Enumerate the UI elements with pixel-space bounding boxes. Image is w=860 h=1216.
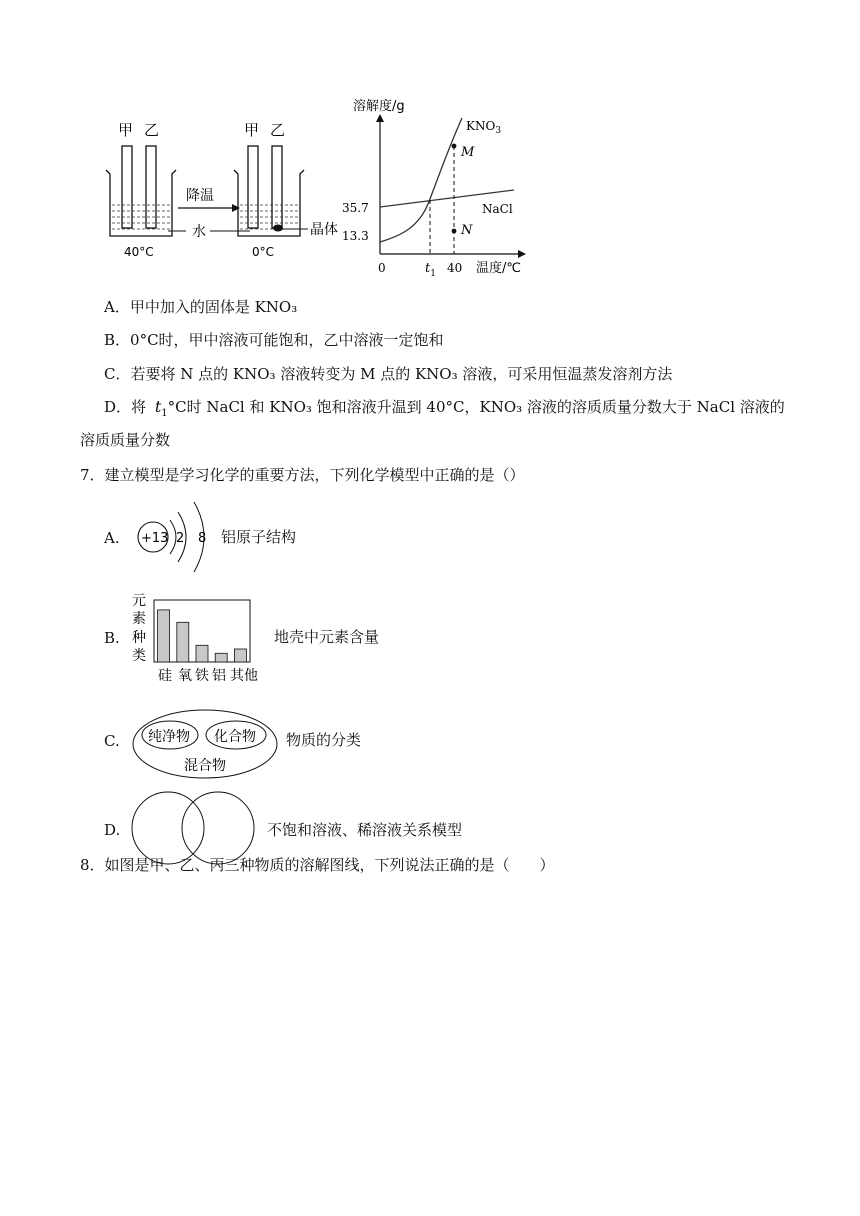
category-label: 硅	[158, 668, 172, 684]
unsaturated-solution-circle	[132, 792, 204, 864]
bar-其他	[234, 649, 246, 662]
y-label-chars	[132, 593, 146, 664]
q7-option-c-label: C.	[104, 732, 120, 750]
beaker1-temp-label: 40°C	[124, 245, 154, 259]
category-label: 铝	[212, 668, 226, 684]
q6-option-a: A．甲中加入的固体是 KNO₃	[104, 298, 298, 316]
q7-option-b-label: B.	[104, 629, 120, 647]
beaker-40c	[106, 146, 176, 236]
kno3-curve	[380, 118, 462, 242]
y-label-char: 元	[132, 593, 146, 609]
y-label-char: 素	[132, 611, 146, 627]
q7-stem: 7．建立模型是学习化学的重要方法，下列化学模型中正确的是（）	[80, 466, 525, 484]
nacl-label: NaCl	[482, 202, 513, 216]
q7-option-d-label: D.	[104, 821, 121, 839]
q7-option-d-desc: 不饱和溶液、稀溶液关系模型	[267, 821, 463, 839]
bar-硅	[158, 610, 170, 662]
category-label: 其他	[230, 668, 258, 684]
point-m	[452, 144, 457, 149]
category-label: 铁	[195, 668, 209, 684]
cooling-arrowhead	[232, 204, 240, 212]
category-label: 氧	[178, 668, 192, 684]
q6-option-d-continued: 溶质质量分数	[80, 431, 171, 449]
x40-label: 40	[447, 261, 463, 275]
classification-diagram	[130, 708, 280, 780]
bar-氧	[177, 622, 189, 662]
q7-option-a-label: A.	[104, 529, 120, 547]
beaker2-jia-label: 甲	[244, 121, 260, 139]
q6-d-prefix: D．将	[104, 398, 147, 416]
y-label-char: 类	[132, 648, 146, 664]
q6-option-b: B．0°C时，甲中溶液可能饱和，乙中溶液一定饱和	[104, 331, 444, 349]
shell2-electrons: 8	[198, 531, 207, 546]
y-label-char: 种	[132, 630, 146, 646]
q7-option-a-desc: 铝原子结构	[221, 528, 297, 546]
pure-substance-label: 纯净物	[148, 729, 190, 745]
m-label: M	[461, 145, 475, 160]
q6-option-d	[104, 397, 785, 424]
cooling-label: 降温	[186, 188, 214, 204]
q6-option-c: C．若要将 N 点的 KNO₃ 溶液转变为 M 点的 KNO₃ 溶液，可采用恒温蒸发溶剂方法	[104, 365, 673, 383]
q8-stem: 8．如图是甲、乙、丙三种物质的溶解图线，下列说法正确的是（ ）	[80, 856, 555, 874]
q6-d-text: °C时 NaCl 和 KNO₃ 饱和溶液升温到 40°C，KNO₃ 溶液的溶质质量分数大于 NaCl 溶液的	[167, 398, 785, 416]
mixture-label: 混合物	[184, 758, 226, 774]
y-tick-35.7: 35.7	[342, 201, 369, 215]
aluminum-atom-diagram	[132, 500, 212, 576]
nucleus-charge: +13	[141, 531, 169, 546]
crust-element-bar-chart	[128, 590, 268, 686]
kno3-label: $KNO_3$	[466, 119, 502, 136]
point-n	[452, 229, 457, 234]
beaker-figure	[100, 108, 350, 268]
chart-xlabel: 温度/℃	[476, 261, 521, 276]
beaker1-solution	[112, 205, 170, 229]
q7-option-c-desc: 物质的分类	[286, 731, 362, 749]
compound-label: 化合物	[214, 729, 256, 745]
solubility-chart	[340, 94, 550, 282]
beaker-0c	[234, 146, 304, 236]
beaker2-yi-label: 乙	[270, 121, 286, 139]
beaker2-temp-label: 0°C	[252, 245, 275, 259]
n-label: N	[461, 223, 473, 238]
y-axis-arrow	[376, 114, 384, 122]
t1-label: $t_1$	[425, 261, 436, 279]
beaker1-yi-label: 乙	[144, 121, 160, 139]
q7-option-b-desc: 地壳中元素含量	[274, 628, 380, 646]
origin-label: 0	[378, 261, 386, 275]
chart-ylabel: 溶解度/g	[353, 99, 405, 114]
beaker1-jia-label: 甲	[118, 121, 134, 139]
x-axis-arrow	[518, 250, 526, 258]
crystal-deposit	[273, 225, 283, 232]
q6-d-t1: $t_1$	[154, 397, 168, 420]
bar-铝	[215, 653, 227, 662]
shell1-electrons: 2	[176, 531, 185, 546]
dilute-solution-circle	[182, 792, 254, 864]
bar-铁	[196, 645, 208, 662]
crystal-label: 晶体	[310, 222, 338, 238]
water-label: 水	[192, 224, 206, 240]
y-tick-13.3: 13.3	[342, 229, 369, 243]
